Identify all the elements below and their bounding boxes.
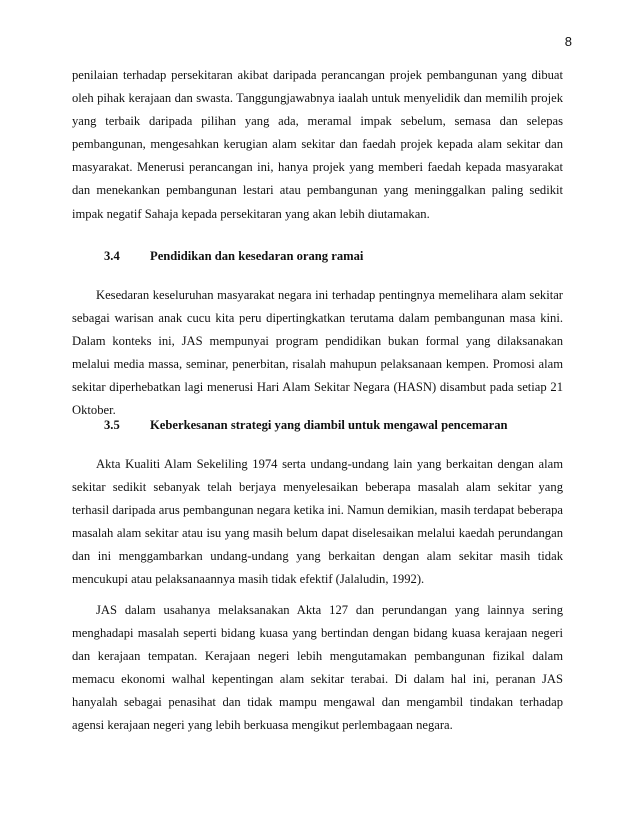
section-title: Pendidikan dan kesedaran orang ramai xyxy=(150,249,364,263)
paragraph-jas: JAS dalam usahanya melaksanakan Akta 127 dan perundangan yang lainnya sering menghadapi masalah seperti bidang kuasa yang bertindan dengan bidang kuasa kerajaan negeri dan kerajaan tempatan. Kerajaan negeri lebih mengutamakan pembangunan fizikal dalam memacu ekonomi walhal kepentingan alam sekitar terabai. Di dalam hal ini, peranan JAS hanyalah sebagai penasihat dan tidak mampu mengawal dan mengambil tindakan terhadap agensi kerajaan negeri yang lebih berkuasa mengikut perlembagaan negara. xyxy=(72,603,563,733)
paragraph-education: Kesedaran keseluruhan masyarakat negara ini terhadap pentingnya memelihara alam sekitar sebagai warisan anak cucu kita peru dipertingkatkan terutama dalam pembangunan masa kini. Dalam konteks ini, JAS mempunyai program pendidikan bukan formal yang dilaksanakan melalui media massa, seminar, penerbitan, risalah mahupun pelaksanaan kempen. Promosi alam sekitar diperhebatkan lagi menerusi Hari Alam Sekitar Negara (HASN) disambut pada setiap 21 Oktober. xyxy=(72,288,563,418)
paragraph-intro: penilaian terhadap persekitaran akibat daripada perancangan projek pembangunan yang dibuat oleh pihak kerajaan dan swasta. Tanggungjawabnya iaalah untuk menyelidik dan memilih projek yang terbaik daripada pilihan yang ada, meramal impak sebelum, semasa dan selepas pembangunan, mengesahkan kerugian alam sekitar dan faedah projek kepada alam sekitar dan masyarakat. Menerusi perancangan ini, hanya projek yang memberi faedah kepada masyarakat dan menekankan pembangunan lestari atau pembangunan yang meninggalkan paling sedikit impak negatif Sahaja kepada persekitaran yang akan lebih diutamakan. xyxy=(72,68,563,221)
section-number: 3.4 xyxy=(104,249,120,263)
section-number: 3.5 xyxy=(104,418,120,432)
paragraph-effectiveness: Akta Kualiti Alam Sekeliling 1974 serta undang-undang lain yang berkaitan dengan alam sekitar sedikit sebanyak telah berjaya menyelesaikan beberapa masalah alam sekitar yang terhasil daripada arus pembangunan negara ketika ini. Namun demikian, masih terdapat beberapa masalah alam sekitar atau isu yang masih belum dapat diselesaikan melalui kaedah perundangan dan ini menggambarkan undang-undang yang berkaitan dengan alam sekitar masih tidak mencukupi atau pelaksanaannya masih tidak efektif (Jalaludin, 1992). xyxy=(72,457,563,587)
section-heading-3-5 xyxy=(104,418,508,433)
section-title: Keberkesanan strategi yang diambil untuk mengawal pencemaran xyxy=(150,418,508,432)
page-number: 8 xyxy=(564,34,572,49)
section-heading-3-4 xyxy=(104,249,363,264)
